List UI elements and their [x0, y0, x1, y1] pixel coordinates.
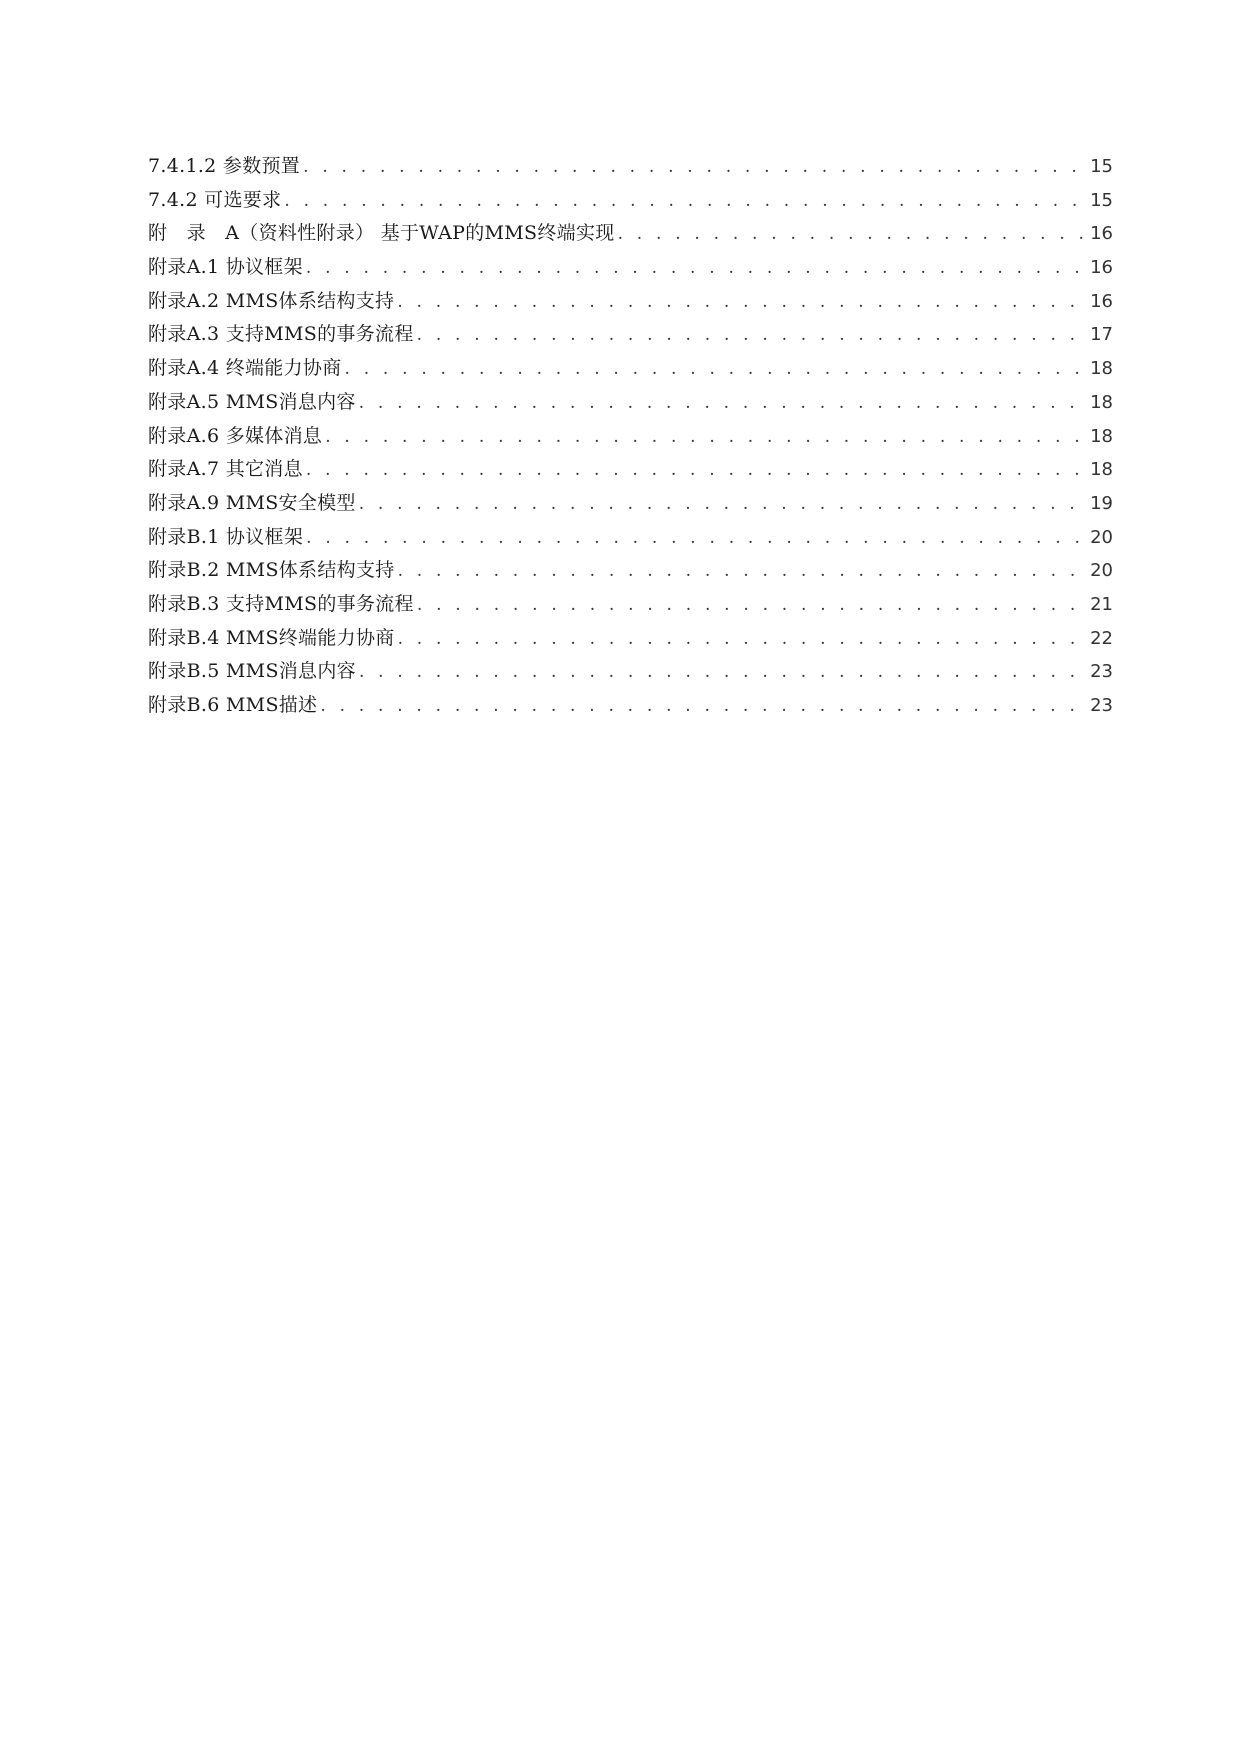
toc-dot-leader	[417, 589, 1086, 623]
toc-entry-title: 附录A.6 多媒体消息	[148, 424, 323, 447]
toc-dot-leader	[345, 353, 1087, 387]
toc-entry[interactable]	[148, 251, 1113, 285]
toc-entry[interactable]	[148, 217, 1113, 251]
toc-page-number: 23	[1090, 661, 1113, 683]
toc-entry-title: 附录A.9 MMS安全模型	[148, 491, 356, 514]
toc-entry[interactable]	[148, 521, 1113, 555]
toc-dot-leader	[398, 623, 1087, 657]
toc-page-number: 18	[1090, 459, 1113, 481]
toc-entry[interactable]	[148, 352, 1113, 386]
toc-entry-title: 附录B.4 MMS终端能力协商	[148, 626, 395, 649]
toc-page-number: 16	[1090, 290, 1113, 312]
toc-page-number: 18	[1090, 425, 1113, 447]
toc-entry-title: 附录A.4 终端能力协商	[148, 357, 342, 380]
toc-dot-leader	[306, 252, 1086, 286]
toc-dot-leader	[303, 151, 1086, 185]
toc-entry[interactable]	[148, 453, 1113, 487]
toc-page-number: 15	[1090, 189, 1113, 211]
toc-entry[interactable]	[148, 386, 1113, 420]
toc-dot-leader	[417, 319, 1086, 353]
toc-entry-title: 附录B.6 MMS描述	[148, 694, 318, 716]
toc-dot-leader	[320, 690, 1086, 724]
toc-page-number: 18	[1090, 358, 1113, 380]
toc-entry[interactable]	[148, 318, 1113, 352]
toc-entry-title: 7.4.2 可选要求	[148, 188, 282, 211]
toc-page-number: 16	[1090, 257, 1113, 279]
toc-entry[interactable]	[148, 554, 1113, 588]
toc-entry-title: 附录A.5 MMS消息内容	[148, 390, 356, 413]
toc-dot-leader	[325, 421, 1086, 455]
toc-dot-leader	[359, 656, 1086, 690]
toc-dot-leader	[397, 286, 1086, 320]
toc-entry[interactable]	[148, 420, 1113, 454]
toc-entry-title: 附 录 A（资料性附录） 基于WAP的MMS终端实现	[148, 222, 615, 245]
toc-entry-title: 附录B.1 协议框架	[148, 525, 304, 548]
toc-dot-leader	[398, 555, 1087, 589]
toc-entry-title: 附录A.7 其它消息	[148, 458, 303, 481]
toc-dot-leader	[284, 185, 1086, 219]
toc-entry-title: 附录A.2 MMS体系结构支持	[148, 289, 395, 312]
toc-page-number: 22	[1090, 627, 1113, 649]
toc-dot-leader	[306, 522, 1086, 556]
toc-page-number: 18	[1090, 391, 1113, 413]
toc-entry-title: 附录B.2 MMS体系结构支持	[148, 559, 395, 582]
toc-page-number: 21	[1090, 593, 1113, 615]
toc-page-number: 17	[1090, 324, 1113, 346]
toc-dot-leader	[306, 454, 1086, 488]
toc-entry[interactable]	[148, 285, 1113, 319]
toc-page-number: 23	[1090, 695, 1113, 716]
toc-entry[interactable]	[148, 588, 1113, 622]
toc-entry-title: 附录B.5 MMS消息内容	[148, 660, 356, 683]
toc-entry[interactable]	[148, 487, 1113, 521]
toc-dot-leader	[618, 218, 1087, 252]
toc-page-number: 15	[1090, 156, 1113, 177]
toc-entry-title: 附录A.1 协议框架	[148, 256, 303, 279]
table-of-contents	[148, 150, 1113, 723]
toc-page-number: 20	[1090, 560, 1113, 582]
toc-entry[interactable]	[148, 622, 1113, 656]
toc-entry[interactable]	[148, 184, 1113, 218]
toc-entry-title: 附录B.3 支持MMS的事务流程	[148, 592, 414, 615]
toc-entry[interactable]	[148, 655, 1113, 689]
toc-entry-title: 7.4.1.2 参数预置	[148, 155, 301, 177]
toc-page-number: 20	[1090, 526, 1113, 548]
toc-page-number: 16	[1090, 223, 1113, 245]
toc-entry-title: 附录A.3 支持MMS的事务流程	[148, 323, 414, 346]
toc-page-number: 19	[1090, 492, 1113, 514]
toc-entry[interactable]	[148, 150, 1113, 184]
toc-dot-leader	[359, 387, 1086, 421]
toc-dot-leader	[359, 488, 1086, 522]
toc-entry[interactable]	[148, 689, 1113, 723]
